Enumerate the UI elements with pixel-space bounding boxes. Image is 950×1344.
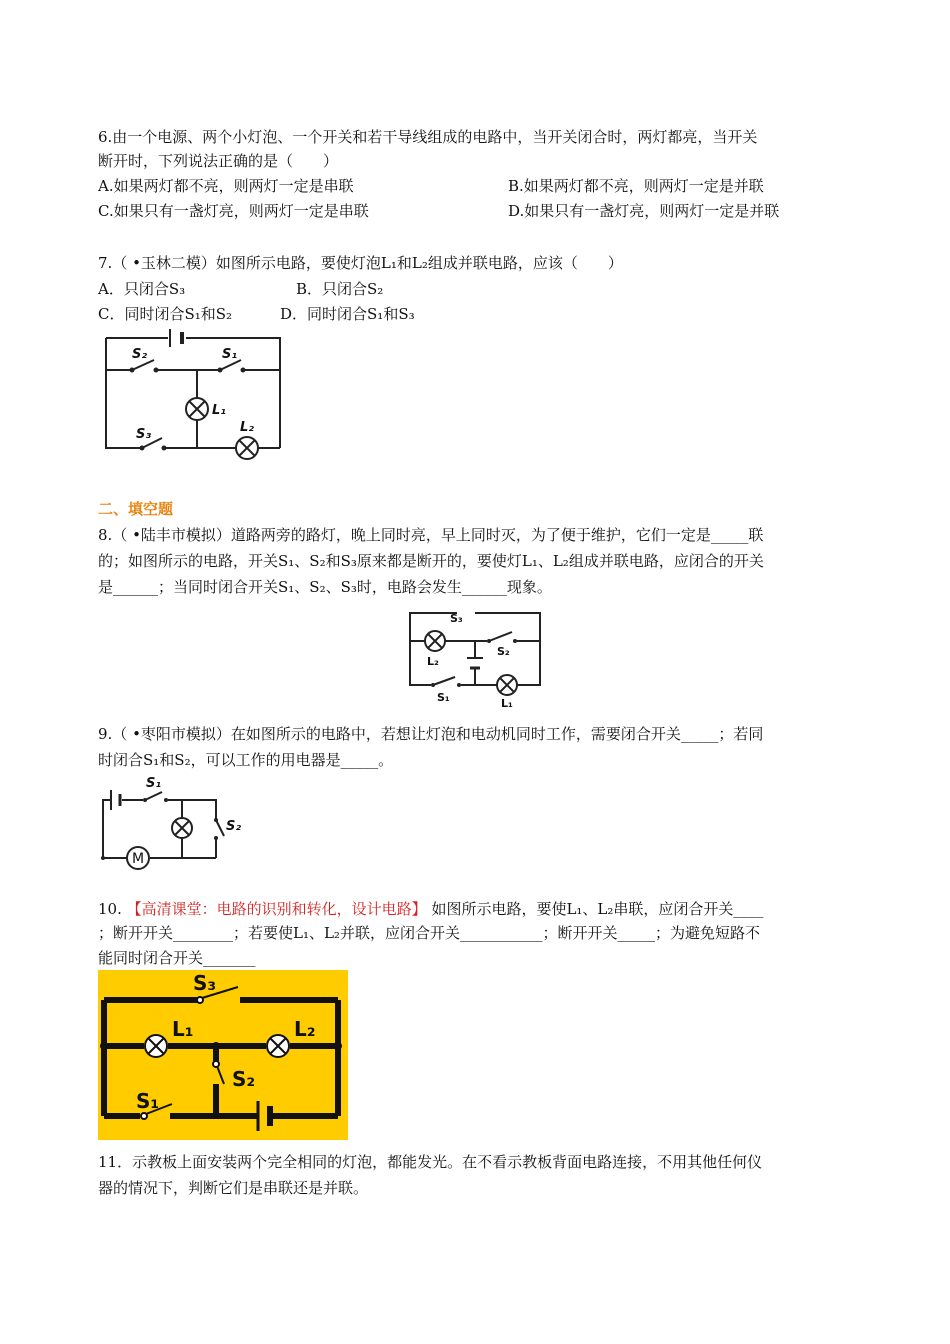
q6-option-d: D.如果只有一盏灯亮，则两灯一定是并联 xyxy=(508,202,780,220)
q6-option-b: B.如果两灯都不亮，则两灯一定是并联 xyxy=(508,177,764,195)
switch-s3 xyxy=(136,427,167,451)
lamp xyxy=(172,818,192,838)
q10-tag: 【高清课堂：电路的识别和转化，设计电路】 xyxy=(126,900,427,918)
switch-s1 xyxy=(431,677,461,704)
switch-s1 xyxy=(143,776,168,802)
s3-label: S₃ xyxy=(450,612,463,625)
q7-option-a: A．只闭合S₃ xyxy=(98,280,186,298)
q6-stem-line2: 断开时，下列说法正确的是（ ） xyxy=(98,152,339,170)
lamp-l2 xyxy=(236,420,258,459)
motor-symbol xyxy=(127,847,149,869)
q7-option-b: B．只闭合S₂ xyxy=(296,280,384,298)
s2-label: S₂ xyxy=(497,645,510,658)
battery-symbol xyxy=(111,790,120,810)
s3-label: S₃ xyxy=(193,971,217,995)
q10-stem-line3: 能同时闭合开关_______ xyxy=(98,949,256,967)
q9-stem-line2: 时闭合S₁和S₂，可以工作的用电器是_____。 xyxy=(98,751,394,769)
l1-label: L₁ xyxy=(212,403,226,418)
q7-stem: 7.（ •玉林二模）如图所示电路，要使灯泡L₁和L₂组成并联电路，应该（ ） xyxy=(98,254,623,272)
battery-symbol xyxy=(467,658,483,668)
q8-stem-line1: 8.（ •陆丰市模拟）道路两旁的路灯，晚上同时亮，早上同时灭，为了便于维护，它们一定是_____联 xyxy=(98,526,764,544)
q11-stem-line1: 11．示教板上面安装两个完全相同的灯泡，都能发光。在不看示教板背面电路连接，不用其他任何仪 xyxy=(98,1153,763,1171)
q10-stem-line1 xyxy=(98,898,763,920)
s2-label: S₂ xyxy=(132,347,148,362)
q6-option-c: C.如果只有一盏灯亮，则两灯一定是串联 xyxy=(98,202,369,220)
q10-number: 10. xyxy=(98,900,122,918)
l1-label: L₁ xyxy=(172,1017,194,1041)
s1-label: S₁ xyxy=(136,1089,160,1113)
l2-label: L₂ xyxy=(240,420,254,435)
s2-label: S₂ xyxy=(232,1067,256,1091)
q11-stem-line2: 器的情况下，判断它们是串联还是并联。 xyxy=(98,1179,369,1197)
q9-stem-line1: 9.（ •枣阳市模拟）在如图所示的电路中，若想让灯泡和电动机同时工作，需要闭合开关_____；若同 xyxy=(98,725,764,743)
q9-circuit-wires xyxy=(103,800,216,858)
s2-label: S₂ xyxy=(226,819,242,834)
q9-circuit-diagram xyxy=(98,772,258,872)
l2-label: L₂ xyxy=(427,655,439,668)
lamp-l1 xyxy=(497,675,517,710)
q8-circuit-diagram xyxy=(405,607,545,710)
q8-stem-line2: 的；如图所示的电路，开关S₁、S₂和S₃原来都是断开的，要使灯L₁、L₂组成并联电路，应闭合的开关 xyxy=(98,552,764,570)
q7-circuit-diagram xyxy=(100,328,290,458)
l1-label: L₁ xyxy=(501,697,513,710)
q6-option-a: A.如果两灯都不亮，则两灯一定是串联 xyxy=(98,177,354,195)
lamp-l1 xyxy=(186,398,226,420)
section-title-fill-in: 二、填空题 xyxy=(98,500,174,518)
q7-option-d: D．同时闭合S₁和S₃ xyxy=(280,305,415,323)
switch-s2 xyxy=(130,347,159,373)
switch-s1 xyxy=(218,347,246,373)
motor-label: M xyxy=(131,851,145,867)
q10-stem-line2: ；断开开关________；若要使L₁、L₂并联，应闭合开关___________；断开开关_____；为避免短路不 xyxy=(98,924,760,942)
l2-label: L₂ xyxy=(294,1017,316,1041)
q6-stem-line1: 6.由一个电源、两个小灯泡、一个开关和若干导线组成的电路中，当开关闭合时，两灯都亮，当开关 xyxy=(98,128,758,146)
s1-label: S₁ xyxy=(437,691,450,704)
q7-option-c: C．同时闭合S₁和S₂ xyxy=(98,305,233,323)
lamp-l2 xyxy=(425,631,445,668)
q8-stem-line3: 是______；当同时闭合开关S₁、S₂、S₃时，电路会发生______现象。 xyxy=(98,578,552,596)
switch-s2 xyxy=(487,632,517,658)
s1-label: S₁ xyxy=(146,776,162,791)
s3-label: S₃ xyxy=(136,427,152,442)
s1-label: S₁ xyxy=(222,347,238,362)
battery-symbol xyxy=(170,329,182,347)
switch-s2 xyxy=(214,818,241,840)
q10-circuit-diagram xyxy=(98,970,348,1140)
q10-stem-text: 如图所示电路，要使L₁、L₂串联，应闭合开关____ xyxy=(431,900,764,918)
